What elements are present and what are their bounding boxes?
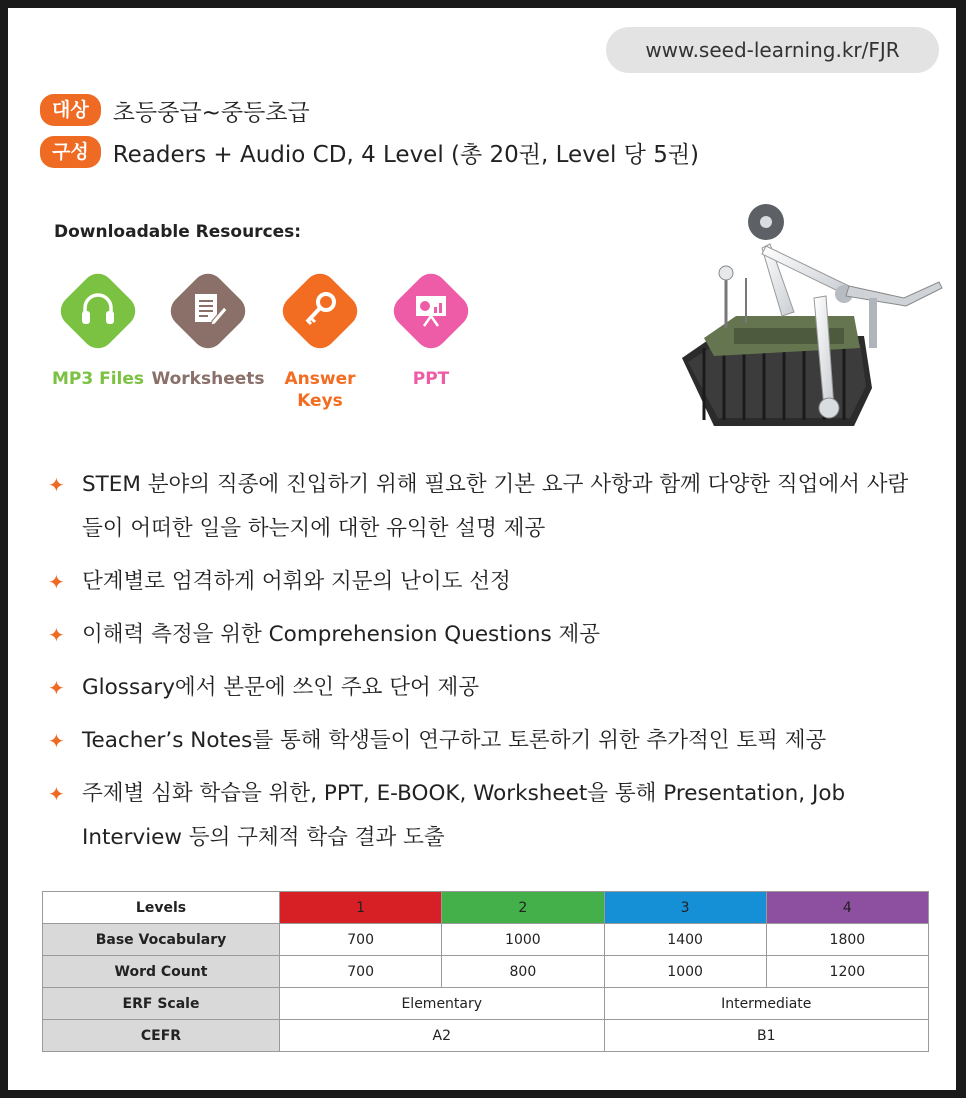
table-row: [43, 1020, 929, 1052]
star-bullet-icon: ✦: [48, 729, 65, 753]
target-tag: 대상: [40, 94, 101, 126]
robot-illustration: [674, 198, 944, 438]
level-4-cell: 4: [766, 892, 928, 924]
levels-header: Levels: [43, 892, 280, 924]
mp3-resource[interactable]: [43, 270, 153, 389]
level-1-cell: 1: [280, 892, 442, 924]
flyer-page: [8, 8, 956, 1090]
table-cell: 700: [280, 924, 442, 956]
table-row: [43, 988, 929, 1020]
star-bullet-icon: ✦: [48, 473, 65, 497]
ppt-label: PPT: [412, 369, 450, 389]
levels-table: [42, 891, 929, 1052]
answer-keys-label: Answer Keys: [284, 369, 356, 411]
level-3-cell: 3: [604, 892, 766, 924]
downloads-title: Downloadable Resources:: [54, 222, 302, 242]
website-url[interactable]: www.seed-learning.kr/FJR: [606, 27, 939, 73]
presentation-icon: [407, 285, 455, 333]
base-vocab-header: Base Vocabulary: [43, 924, 280, 956]
feature-item: ✦ 단계별로 엄격하게 어휘와 지문의 난이도 선정: [48, 560, 928, 604]
feature-item: ✦ STEM 분야의 직종에 진입하기 위해 필요한 기본 요구 사항과 함께 다양한 직업에서 사람들이 어떠한 일을 하는지에 대한 유익한 설명 제공: [48, 463, 928, 551]
composition-text: Readers + Audio CD, 4 Level (총 20권, Level 당 5권): [112, 141, 700, 168]
table-row: [43, 924, 929, 956]
star-bullet-icon: ✦: [48, 623, 65, 647]
target-row: [40, 92, 310, 128]
composition-tag: 구성: [40, 136, 101, 168]
table-row: [43, 892, 929, 924]
table-cell: B1: [604, 1020, 929, 1052]
star-bullet-icon: ✦: [48, 676, 65, 700]
cefr-header: CEFR: [43, 1020, 280, 1052]
word-count-header: Word Count: [43, 956, 280, 988]
table-cell: 1800: [766, 924, 928, 956]
table-row: [43, 956, 929, 988]
worksheets-resource[interactable]: [151, 270, 265, 389]
star-bullet-icon: ✦: [48, 782, 65, 806]
table-cell: 700: [280, 956, 442, 988]
answer-keys-resource[interactable]: [265, 270, 375, 411]
table-cell: 800: [442, 956, 604, 988]
headphones-icon: [74, 285, 122, 333]
table-cell: 1400: [604, 924, 766, 956]
target-text: 초등중급~중등초급: [112, 99, 310, 126]
feature-item: ✦ 주제별 심화 학습을 위한, PPT, E-BOOK, Worksheet을 통해 Presentation, Job Interview 등의 구체적 학습 결과 도출: [48, 772, 928, 860]
composition-row: [40, 134, 699, 170]
worksheets-label: Worksheets: [151, 369, 265, 389]
star-bullet-icon: ✦: [48, 570, 65, 594]
table-cell: Elementary: [280, 988, 605, 1020]
feature-list: [48, 463, 928, 869]
table-cell: 1000: [442, 924, 604, 956]
ppt-resource[interactable]: [376, 270, 486, 389]
feature-item: ✦ Teacher’s Notes를 통해 학생들이 연구하고 토론하기 위한 추가적인 토픽 제공: [48, 719, 928, 763]
level-2-cell: 2: [442, 892, 604, 924]
table-cell: A2: [280, 1020, 605, 1052]
mp3-label: MP3 Files: [51, 369, 145, 389]
table-cell: Intermediate: [604, 988, 929, 1020]
worksheet-icon: [184, 285, 232, 333]
key-icon: [296, 285, 344, 333]
feature-item: ✦ Glossary에서 본문에 쓰인 주요 단어 제공: [48, 666, 928, 710]
erf-scale-header: ERF Scale: [43, 988, 280, 1020]
table-cell: 1000: [604, 956, 766, 988]
table-cell: 1200: [766, 956, 928, 988]
feature-item: ✦ 이해력 측정을 위한 Comprehension Questions 제공: [48, 613, 928, 657]
